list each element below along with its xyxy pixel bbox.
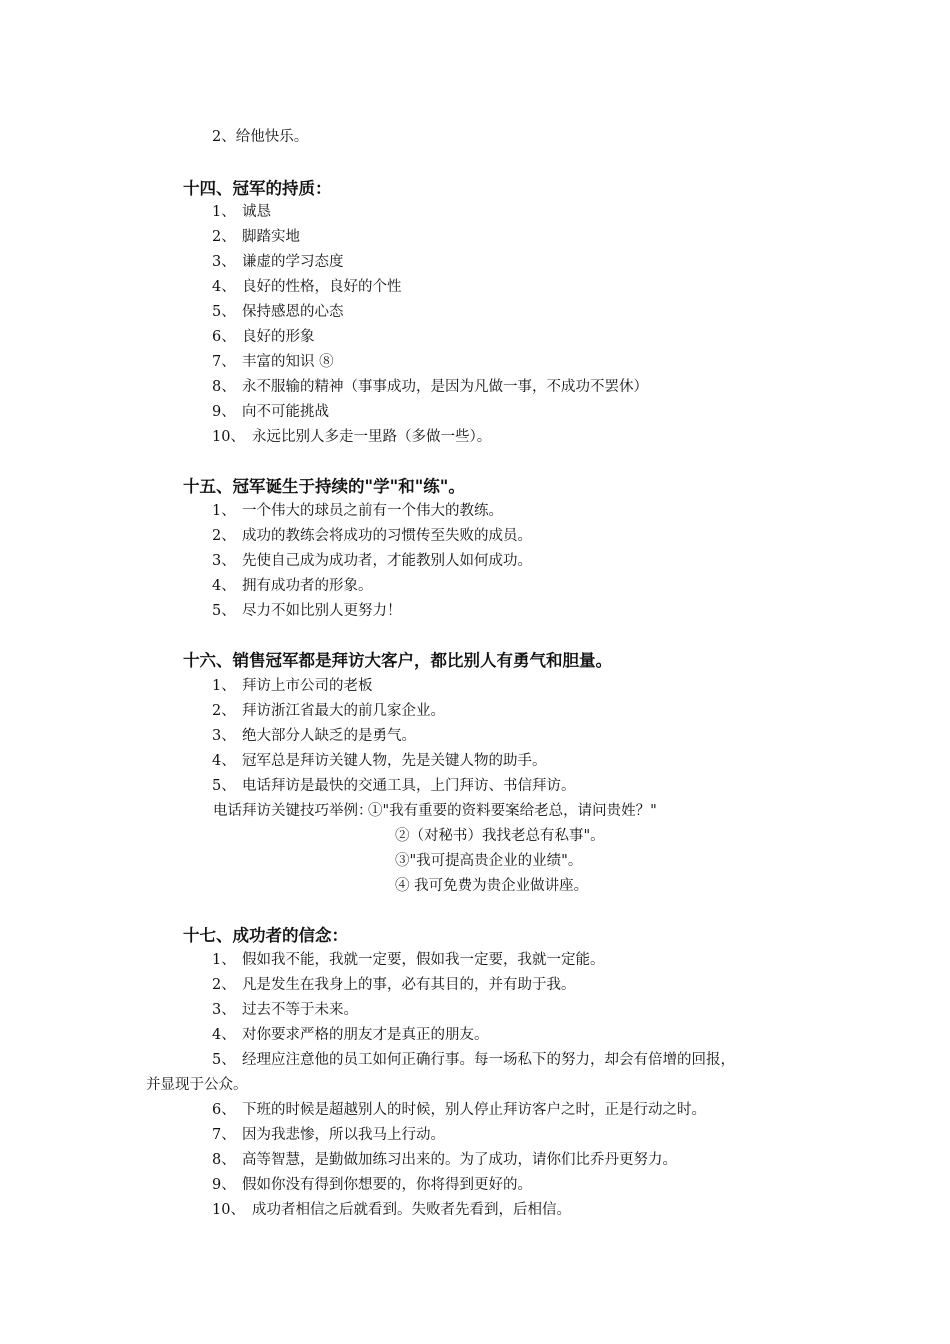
section-heading-16: 十六、销售冠军都是拜访大客户，都比别人有勇气和胆量。 bbox=[183, 651, 612, 670]
list-item: 5、 尽力不如比别人更努力！ bbox=[212, 603, 402, 619]
list-item: 2、 脚踏实地 bbox=[212, 229, 300, 245]
list-item: 3、 过去不等于未来。 bbox=[212, 1002, 358, 1018]
list-item: 8、 高等智慧，是勤做加练习出来的。为了成功，请你们比乔丹更努力。 bbox=[212, 1152, 677, 1168]
list-item: 1、 诚恳 bbox=[212, 204, 271, 220]
section-heading-14: 十四、冠军的持质： bbox=[183, 179, 332, 198]
list-item: 1、 一个伟大的球员之前有一个伟大的教练。 bbox=[212, 503, 503, 519]
tip-item: ②（对秘书）我找老总有私事"。 bbox=[395, 828, 605, 844]
list-item: 10、 永远比别人多走一里路（多做一些）。 bbox=[212, 429, 492, 445]
list-item: 9、 向不可能挑战 bbox=[212, 404, 329, 420]
list-item-continuation: 并显现于公众。 bbox=[146, 1077, 248, 1093]
intro-item: 2、给他快乐。 bbox=[212, 129, 309, 145]
list-item: 1、 假如我不能，我就一定要，假如我一定要，我就一定能。 bbox=[212, 952, 605, 968]
list-item: 3、 绝大部分人缺乏的是勇气。 bbox=[212, 728, 416, 744]
tip-item: ③"我可提高贵企业的业绩"。 bbox=[395, 853, 583, 869]
list-item: 2、 成功的教练会将成功的习惯传至失败的成员。 bbox=[212, 528, 532, 544]
list-item: 4、 冠军总是拜访关键人物，先是关键人物的助手。 bbox=[212, 753, 547, 769]
tip-item: ④ 我可免费为贵企业做讲座。 bbox=[395, 878, 589, 894]
list-item: 10、 成功者相信之后就看到。失败者先看到，后相信。 bbox=[212, 1202, 571, 1218]
list-item: 5、 电话拜访是最快的交通工具，上门拜访、书信拜访。 bbox=[212, 778, 576, 794]
section-heading-15: 十五、冠军诞生于持续的"学"和"练"。 bbox=[183, 477, 465, 496]
list-item: 5、 经理应注意他的员工如何正确行事。每一场私下的努力，却会有倍增的回报， bbox=[212, 1052, 735, 1068]
list-item: 4、 对你要求严格的朋友才是真正的朋友。 bbox=[212, 1027, 489, 1043]
list-item: 2、 凡是发生在我身上的事，必有其目的，并有助于我。 bbox=[212, 977, 576, 993]
list-item: 7、 丰富的知识 ⑧ bbox=[212, 354, 334, 370]
list-item: 3、 先使自己成为成功者，才能教别人如何成功。 bbox=[212, 553, 532, 569]
section-heading-17: 十七、成功者的信念： bbox=[183, 926, 348, 945]
tip-item: ①"我有重要的资料要案给老总，请问贵姓？" bbox=[368, 803, 657, 819]
list-item: 1、 拜访上市公司的老板 bbox=[212, 678, 373, 694]
list-item: 4、 良好的性格，良好的个性 bbox=[212, 279, 402, 295]
list-item: 2、 拜访浙江省最大的前几家企业。 bbox=[212, 703, 445, 719]
list-item: 5、 保持感恩的心态 bbox=[212, 304, 344, 320]
list-item: 6、 下班的时候是超越别人的时候，别人停止拜访客户之时，正是行动之时。 bbox=[212, 1102, 706, 1118]
list-item: 9、 假如你没有得到你想要的，你将得到更好的。 bbox=[212, 1177, 532, 1193]
list-item: 7、 因为我悲惨，所以我马上行动。 bbox=[212, 1127, 445, 1143]
list-item: 8、 永不服输的精神（事事成功，是因为凡做一事，不成功不罢休） bbox=[212, 379, 648, 395]
tips-label: 电话拜访关键技巧举例： bbox=[213, 803, 373, 819]
list-item: 4、 拥有成功者的形象。 bbox=[212, 578, 373, 594]
list-item: 6、 良好的形象 bbox=[212, 329, 315, 345]
list-item: 3、 谦虚的学习态度 bbox=[212, 254, 344, 270]
